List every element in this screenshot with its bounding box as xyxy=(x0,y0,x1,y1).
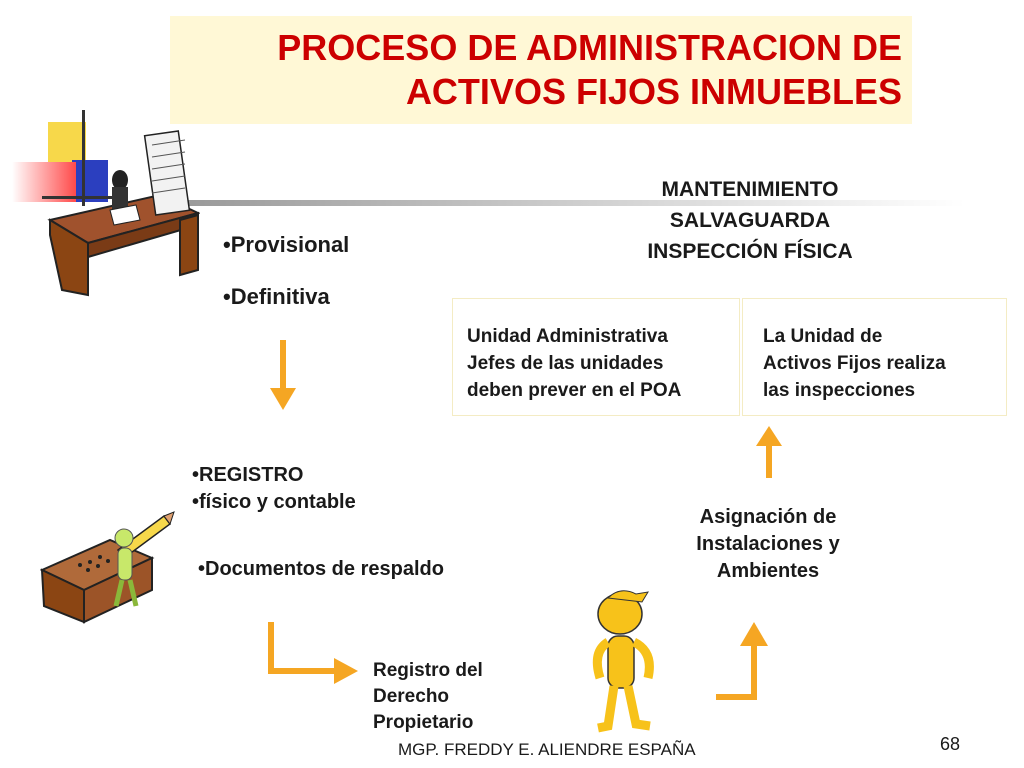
desk-clipart xyxy=(40,125,200,300)
registro-line-1: •REGISTRO xyxy=(192,464,304,486)
stick-figure-clipart xyxy=(578,586,674,736)
box1-line-2: Jefes de las unidades xyxy=(467,353,664,374)
bullet-provisional: •Provisional xyxy=(223,232,350,257)
arrow-up xyxy=(754,424,784,480)
box1-line-3: deben prever en el POA xyxy=(467,380,682,401)
asignacion-block xyxy=(660,504,876,585)
registro-derecho-block xyxy=(373,658,483,736)
registro-derecho-line-1: Registro del xyxy=(373,660,483,681)
page-number: 68 xyxy=(940,734,961,754)
bullet-definitiva: •Definitiva xyxy=(223,284,330,309)
arrow-up-bent xyxy=(714,620,780,706)
box2-line-3: las inspecciones xyxy=(763,380,916,401)
bullet-documentos: •Documentos de respaldo xyxy=(198,558,444,580)
asignacion-line-2: Instalaciones y xyxy=(696,533,840,555)
footer-author: MGP. FREDDY E. ALIENDRE ESPAÑA xyxy=(398,740,696,759)
heading-line-3: INSPECCIÓN FÍSICA xyxy=(647,240,853,263)
box2-line-1: La Unidad de xyxy=(763,326,883,347)
registro-block xyxy=(192,462,356,516)
heading-line-2: SALVAGUARDA xyxy=(669,209,831,232)
registro-line-2: •físico y contable xyxy=(192,491,356,513)
registro-derecho-line-3: Propietario xyxy=(373,712,474,733)
box2-line-2: Activos Fijos realiza xyxy=(763,353,946,374)
arrow-down xyxy=(266,340,300,412)
unidad-administrativa-box xyxy=(452,298,740,416)
asignacion-line-1: Asignación de xyxy=(699,506,837,528)
box-pencil-clipart xyxy=(40,510,180,625)
slide-title xyxy=(180,26,902,114)
arrow-right-bent xyxy=(264,620,360,686)
unidad-activos-fijos-box xyxy=(742,298,1007,416)
asignacion-line-3: Ambientes xyxy=(716,560,820,582)
heading-line-1: MANTENIMIENTO xyxy=(661,178,839,201)
box1-line-1: Unidad Administrativa xyxy=(467,326,668,347)
title-line-2: ACTIVOS FIJOS INMUEBLES xyxy=(405,71,902,112)
title-line-1: PROCESO DE ADMINISTRACION DE xyxy=(277,27,902,68)
registro-derecho-line-2: Derecho xyxy=(373,686,450,707)
mantenimiento-heading xyxy=(600,174,900,267)
